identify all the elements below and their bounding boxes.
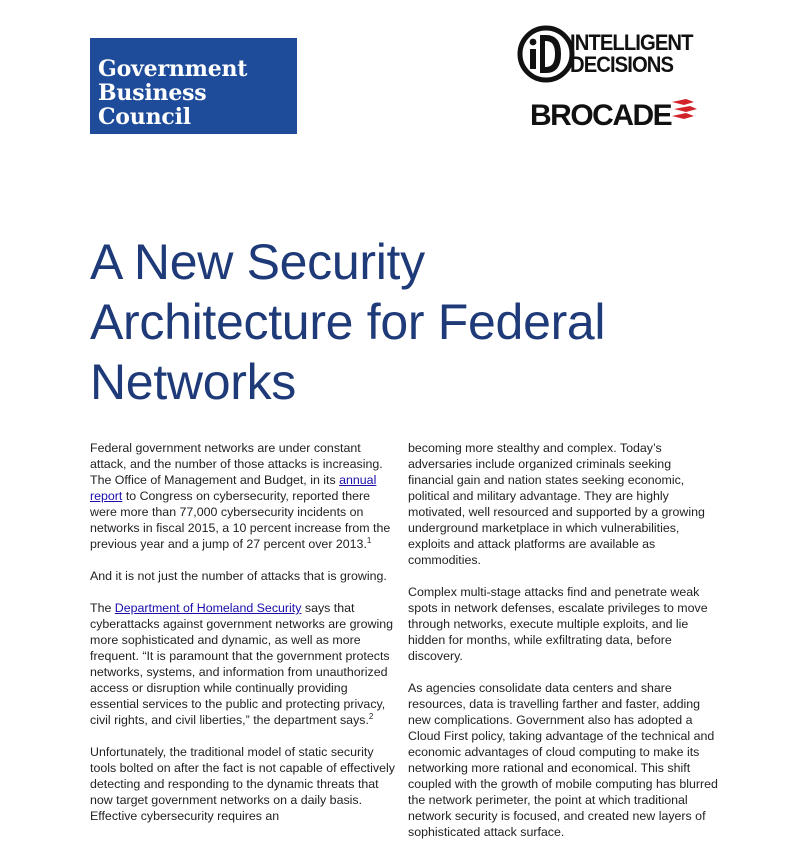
gbc-logo-line-1: Government xyxy=(98,56,248,82)
paragraph: As agencies consolidate data centers and share resources, data is travelling farther and faster, adding new complications. Government also has adopted a Cloud First policy, taking advantage of the technical and economic advantages of cloud computing to make its networking more rational and economical. This shift coupled with the growth of mobile computing has blurred the network perimeter, the point at which traditional network security is focused, and created new layers of sophisticated attack surface. xyxy=(408,681,718,839)
paragraph-text: says that cyberattacks against government networks are growing more sophisticated and dynamic, as well as more frequent. “It is paramount that the government protects networks, systems, and information from unauthorized access or disruption while continually providing essential services to the public and protecting privacy, civil rights, and civil liberties,” the department says. xyxy=(90,601,394,727)
paragraph: Complex multi-stage attacks find and penetrate weak spots in network defenses, escalate privileges to move through networks, execute multiple exploits, and lie hidden for months, while exfiltrating data, before discovery. xyxy=(408,585,708,663)
dhs-link[interactable]: Department of Homeland Security xyxy=(114,601,302,615)
title-line-2: Architecture for Federal xyxy=(90,294,606,350)
gbc-logo-line-2: Business xyxy=(98,80,207,106)
footnote-ref: 2 xyxy=(368,712,374,721)
paragraph-text: The xyxy=(90,601,115,615)
intelligent-decisions-wordmark xyxy=(570,32,693,76)
footnote-ref: 1 xyxy=(366,536,372,545)
paragraph: becoming more stealthy and complex. Today’s adversaries include organized criminals seeking financial gain and nation states seeking economic, political and military advantage. They are highly motivated, well resourced and supported by a growing underground marketplace in which vulnerabilities, exploits and attack platforms are available as commodities. xyxy=(408,441,705,567)
left-column xyxy=(90,440,396,840)
title-line-3: Networks xyxy=(90,354,296,410)
brocade-wing-icon xyxy=(670,98,700,120)
paragraph xyxy=(90,440,396,552)
paragraph xyxy=(90,600,396,728)
title-line-1: A New Security xyxy=(90,234,425,290)
annual-report-link[interactable]: annual report xyxy=(90,473,377,503)
right-column xyxy=(408,440,718,856)
paragraph-text: to Congress on cybersecurity, reported there were more than 77,000 cybersecurity incidents on networks in fiscal 2015, a 10 percent increase from the previous year and a jump of 27 percent over 2013. xyxy=(90,489,391,551)
paragraph-text: Federal government networks are under constant attack, and the number of those attacks is increasing. The Office of Management and Budget, in its xyxy=(90,441,383,487)
intelligent-decisions-logo xyxy=(516,22,716,86)
brocade-logo xyxy=(530,98,710,134)
paragraph: Unfortunately, the traditional model of static security tools bolted on after the fact is not capable of effectively detecting and responding to the dynamic threats that now target government networks on a daily basis. Effective cybersecurity requires an xyxy=(90,745,395,823)
brocade-wordmark: BROCADE xyxy=(530,99,672,132)
intelligent-decisions-word-1: INTELLIGENT xyxy=(570,30,693,55)
page-title xyxy=(90,232,730,412)
intelligent-decisions-word-2: DECISIONS xyxy=(570,52,674,77)
paragraph: And it is not just the number of attacks that is growing. xyxy=(90,569,387,583)
gbc-logo-line-3: Council xyxy=(98,104,191,130)
government-business-council-logo xyxy=(90,38,297,134)
